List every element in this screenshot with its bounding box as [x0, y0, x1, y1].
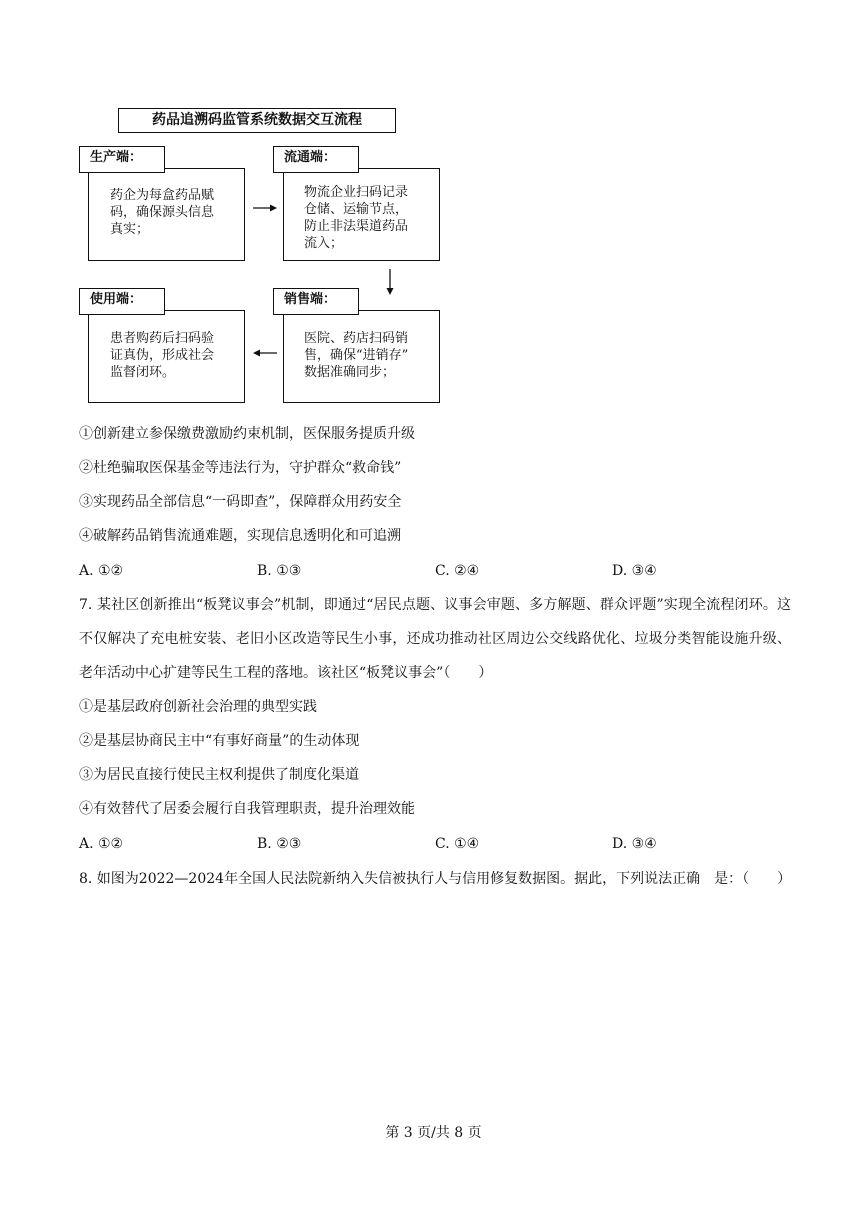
q7-option-b: B. ②③ — [257, 836, 302, 852]
q6-statement-4: ④破解药品销售流通难题，实现信息透明化和可追溯 — [79, 528, 401, 544]
q6-option-a: A. ①② — [79, 563, 124, 579]
q7-statement-1: ①是基层政府创新社会治理的典型实践 — [79, 699, 317, 715]
flow-text-sales: 医院、药店扫码销 售，确保“进销存” 数据准确同步； — [304, 331, 409, 380]
arrow-left-icon — [252, 347, 278, 359]
q7-statement-2: ②是基层协商民主中“有事好商量”的生动体现 — [79, 733, 360, 749]
flow-text-production: 药企为每盒药品赋 码，确保源头信息 真实； — [110, 188, 215, 237]
q6-option-b: B. ①③ — [257, 563, 302, 579]
q7-option-c: C. ①④ — [435, 836, 480, 852]
flowchart-title: 药品追溯码监管系统数据交互流程 — [118, 108, 396, 133]
page-number: 第 3 页/共 8 页 — [385, 1125, 482, 1141]
q7-statement-3: ③为居民直接行使民主权利提供了制度化渠道 — [79, 767, 359, 783]
q6-statement-1: ①创新建立参保缴费激励约束机制，医保服务提质升级 — [79, 426, 415, 442]
flow-tag-circulation: 流通端： — [273, 146, 359, 173]
q7-stem: 7. 某社区创新推出“板凳议事会”机制，即通过“居民点题、议事会审题、多方解题、群众评题”实现全流程闭环。这不仅解决了充电桩安装、老旧小区改造等民生小事，还成功推动社区周边公交线路优化、垃圾分类智能设施升级、老年活动中心扩建等民生工程的落地。该社区“板凳议事会”（ ） — [79, 597, 791, 681]
arrow-down-icon — [384, 268, 396, 296]
q7-option-a: A. ①② — [79, 836, 124, 852]
arrow-right-icon — [252, 202, 278, 214]
flow-text-circulation: 物流企业扫码记录 仓储、运输节点， 防止非法渠道药品 流入； — [304, 185, 409, 251]
q6-statement-2: ②杜绝骗取医保基金等违法行为，守护群众“救命钱” — [79, 460, 402, 476]
q7-option-d: D. ③④ — [612, 836, 657, 852]
flow-tag-usage: 使用端： — [79, 288, 165, 315]
flow-tag-production: 生产端： — [79, 146, 165, 173]
flow-tag-sales: 销售端： — [273, 288, 359, 315]
q6-option-c: C. ②④ — [435, 563, 480, 579]
flow-text-usage: 患者购药后扫码验 证真伪，形成社会 监督闭环。 — [110, 331, 215, 380]
q6-option-d: D. ③④ — [612, 563, 657, 579]
q6-statement-3: ③实现药品全部信息“一码即查”，保障群众用药安全 — [79, 494, 402, 510]
q7-statement-4: ④有效替代了居委会履行自我管理职责，提升治理效能 — [79, 801, 415, 817]
q8-stem: 8. 如图为2022—2024年全国人民法院新纳入失信被执行人与信用修复数据图。据此，下列说法正确 是：（ ） — [79, 871, 792, 887]
